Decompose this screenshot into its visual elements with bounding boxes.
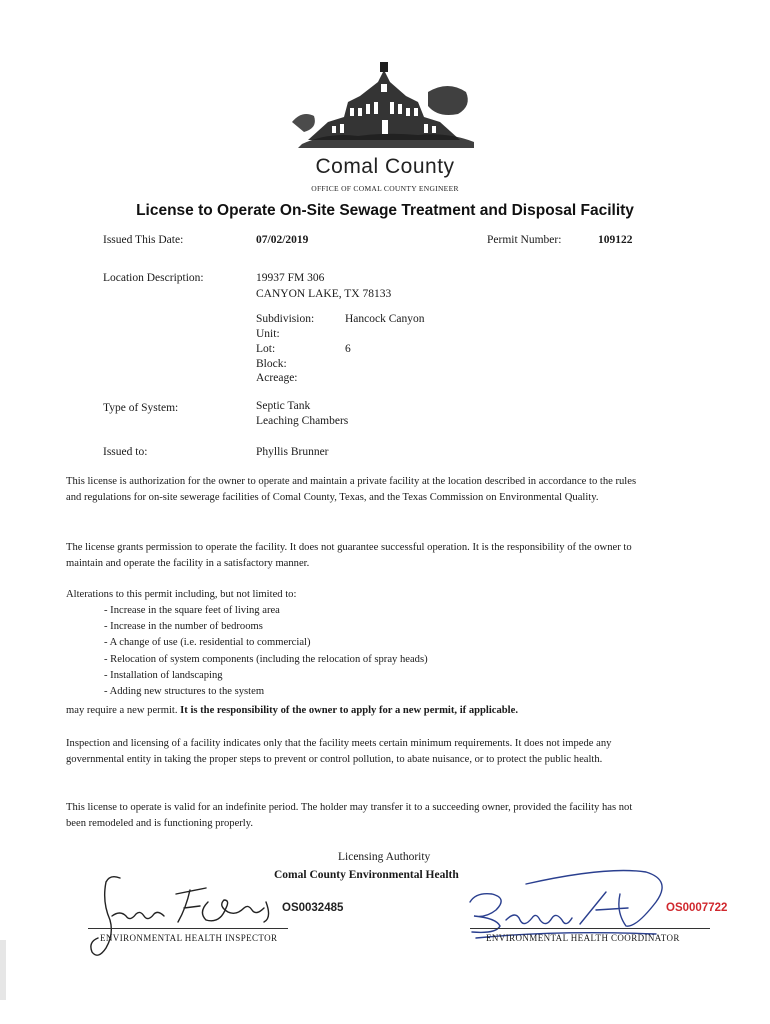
subdivision-value: Hancock Canyon [345,313,425,325]
alterations-outro-text: may require a new permit. [66,705,178,716]
paragraph-validity: This license to operate is valid for an indefinite period. The holder may transfer it to a succeeding owner, provided the facility has not been remodeled and is functioning properly. [66,802,633,830]
acreage-label: Acreage: [256,372,298,384]
coordinator-signature-line [470,928,710,929]
list-item: - A change of use (i.e. residential to commercial) [104,637,311,649]
lot-label: Lot: [256,343,276,355]
inspector-signature [80,872,290,964]
inspector-license: OS0032485 [282,902,344,914]
owner-responsibility-notice: It is the responsibility of the owner to apply for a new permit, if applicable. [180,705,518,716]
list-item: - Adding new structures to the system [104,686,265,698]
paragraph-inspection: Inspection and licensing of a facility indicates only that the facility meets certain minimum requirements. It does not impede any governmental entity in taking the proper steps to prevent or control pollution, to abate nuisance, or to protect the public health. [66,738,612,766]
location-label: Location Description: [103,272,204,284]
system-type-line2: Leaching Chambers [256,415,349,427]
permit-number-value: 109122 [598,234,633,246]
system-type-label: Type of System: [103,402,179,414]
list-item: - Increase in the square feet of living area [104,605,280,616]
issued-date-value: 07/02/2019 [256,234,309,246]
subdivision-label: Subdivision: [256,313,315,325]
block-label: Block: [256,358,287,370]
address-line1: 19937 FM 306 [256,272,325,284]
list-item: - Relocation of system components (including the relocation of spray heads) [104,653,428,665]
office-name: OFFICE OF COMAL COUNTY ENGINEER [311,184,459,193]
list-item: - Installation of landscaping [104,669,223,681]
inspector-signature-line [88,928,288,929]
alterations-intro: Alterations to this permit including, but not limited to: [66,589,297,600]
issued-to-label: Issued to: [103,446,148,458]
coordinator-license: OS0007722 [666,902,728,914]
system-type-line1: Septic Tank [256,400,311,412]
address-line2: CANYON LAKE, TX 78133 [256,288,392,300]
authority-label: Licensing Authority [338,851,431,863]
inspector-title: ENVIRONMENTAL HEALTH INSPECTOR [100,933,278,943]
coordinator-title: ENVIRONMENTAL HEALTH COORDINATOR [486,933,680,943]
county-name: Comal County [315,155,455,178]
authority-name: Comal County Environmental Health [274,869,459,881]
scan-edge-mark [0,940,6,1000]
courthouse-logo [288,62,480,148]
alterations-list [104,603,428,700]
paragraph-authorization: This license is authorization for the owner to operate and maintain a private facility at the location described in accordance to the rules and regulations for on-site sewerage facilities of Comal County, Texas, and the Texas Commission on Environmental Quality. [66,476,637,504]
lot-value: 6 [345,343,351,355]
list-item: - Increase in the number of bedrooms [104,621,263,633]
unit-label: Unit: [256,328,280,340]
issued-to-value: Phyllis Brunner [256,446,329,458]
permit-number-label: Permit Number: [487,234,562,246]
document-title: License to Operate On-Site Sewage Treatment and Disposal Facility [136,202,634,219]
paragraph-permission: The license grants permission to operate the facility. It does not guarantee successful operation. It is the responsibility of the owner to maintain and operate the facility in a satisfactory manner. [66,542,632,570]
alterations-outro [66,703,666,719]
issued-date-label: Issued This Date: [103,234,184,246]
